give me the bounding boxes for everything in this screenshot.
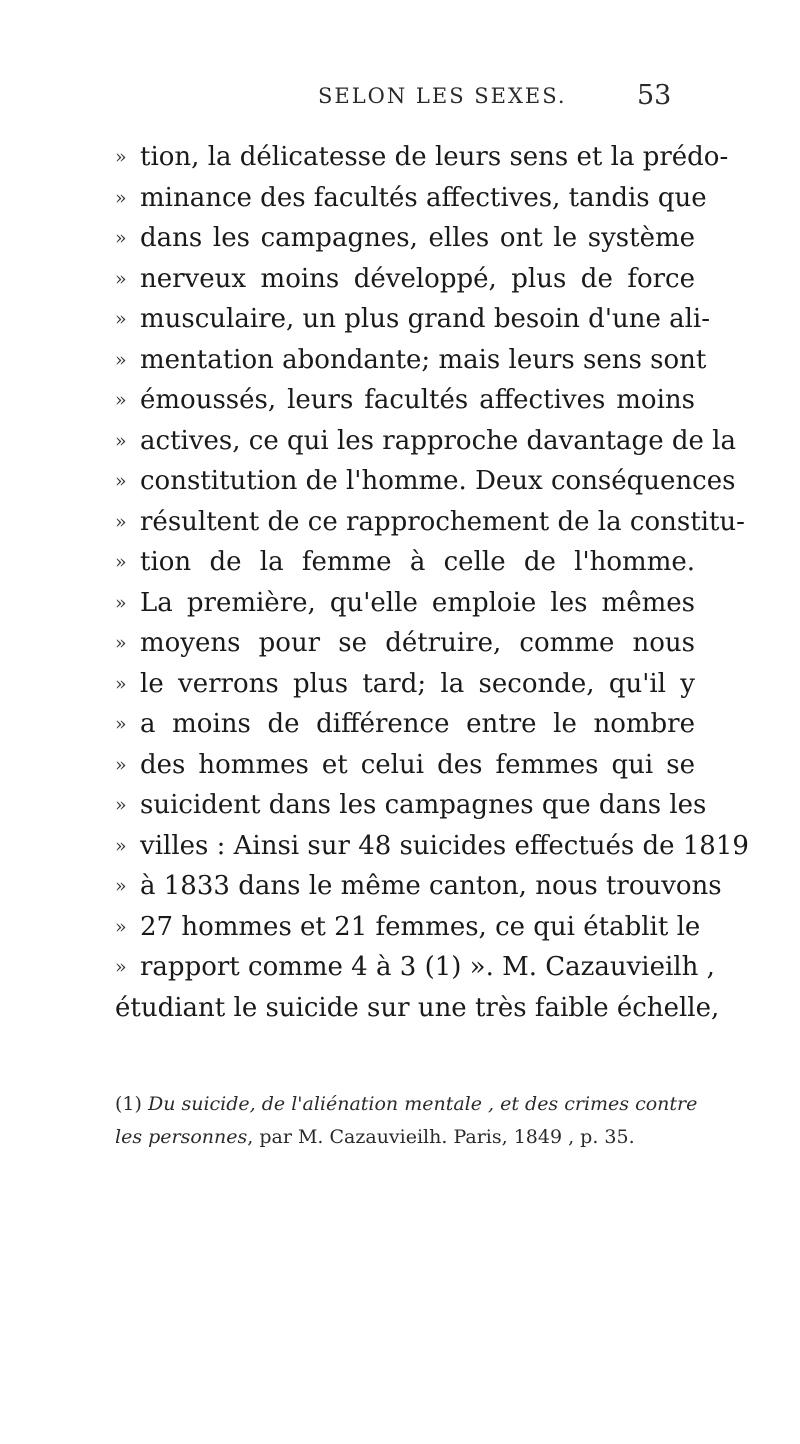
- text-line: » nerveux moins développé, plus de force: [115, 259, 695, 300]
- quote-mark: »: [115, 470, 127, 492]
- footnote-title-part-2: les personnes: [115, 1126, 248, 1148]
- text-line: » à 1833 dans le même canton, nous trouvons: [115, 866, 695, 907]
- text-line: » résultent de ce rapprochement de la constitu-: [115, 502, 695, 543]
- quote-mark: »: [115, 267, 127, 290]
- quote-mark: »: [115, 186, 127, 209]
- text-line: » constitution de l'homme. Deux conséquences: [115, 461, 695, 502]
- text-line: » suicident dans les campagnes que dans les: [115, 785, 695, 826]
- text-line: » minance des facultés affectives, tandis que: [115, 178, 695, 219]
- quote-mark: »: [115, 348, 127, 371]
- text-line: » des hommes et celui des femmes qui se: [115, 745, 695, 786]
- text-line: » le verrons plus tard; la seconde, qu'il y: [115, 664, 695, 705]
- text-line: » tion de la femme à celle de l'homme.: [115, 542, 695, 583]
- quote-mark: »: [115, 713, 127, 735]
- quote-mark: »: [115, 551, 127, 573]
- quote-mark: »: [115, 672, 127, 695]
- text-line: » La première, qu'elle emploie les mêmes: [115, 583, 695, 624]
- quote-mark: »: [115, 632, 127, 654]
- footnote-line-1: [115, 1088, 698, 1121]
- quote-mark: »: [115, 429, 127, 452]
- text-line: » musculaire, un plus grand besoin d'une ali-: [115, 299, 695, 340]
- quote-mark: »: [115, 227, 127, 249]
- footnote-title-part-1: Du suicide, de l'aliénation mentale , et des crimes contre: [147, 1093, 698, 1115]
- text-line: » 27 hommes et 21 femmes, ce qui établit le: [115, 907, 695, 948]
- text-line-final: étudiant le suicide sur une très faible échelle,: [115, 992, 720, 1023]
- text-line: » émoussés, leurs facultés affectives moins: [115, 380, 695, 421]
- quote-mark: »: [115, 308, 127, 330]
- quote-mark: »: [115, 591, 127, 614]
- quote-mark: »: [115, 794, 127, 816]
- quote-mark: »: [115, 510, 127, 533]
- text-line: » mentation abondante; mais leurs sens sont: [115, 340, 695, 381]
- running-title: SELON LES SEXES.: [318, 84, 567, 108]
- footnote-marker: (1): [115, 1093, 142, 1115]
- footnote: [115, 1088, 698, 1154]
- page-number: 53: [637, 80, 672, 111]
- quote-mark: »: [115, 146, 127, 168]
- quote-mark: »: [115, 956, 127, 978]
- text-line: » moyens pour se détruire, comme nous: [115, 623, 695, 664]
- text-line: » actives, ce qui les rapproche davantage de la: [115, 421, 695, 462]
- quote-mark: »: [115, 389, 127, 411]
- footnote-citation: , par M. Cazauvieilh. Paris, 1849 , p. 35.: [247, 1126, 635, 1148]
- text-line: » tion, la délicatesse de leurs sens et la prédo-: [115, 137, 695, 178]
- quote-mark: »: [115, 753, 127, 776]
- footnote-line-2: [115, 1121, 695, 1154]
- quote-mark: »: [115, 834, 127, 857]
- quote-mark: »: [115, 915, 127, 938]
- text-line: » dans les campagnes, elles ont le système: [115, 218, 695, 259]
- text-line: » a moins de différence entre le nombre: [115, 704, 695, 745]
- text-line: » rapport comme 4 à 3 (1) ». M. Cazauvieilh ,: [115, 947, 695, 988]
- body-text: [115, 137, 749, 1028]
- quote-mark: »: [115, 875, 127, 897]
- running-head: [0, 80, 800, 120]
- text-line: » villes : Ainsi sur 48 suicides effectués de 1819: [115, 826, 695, 867]
